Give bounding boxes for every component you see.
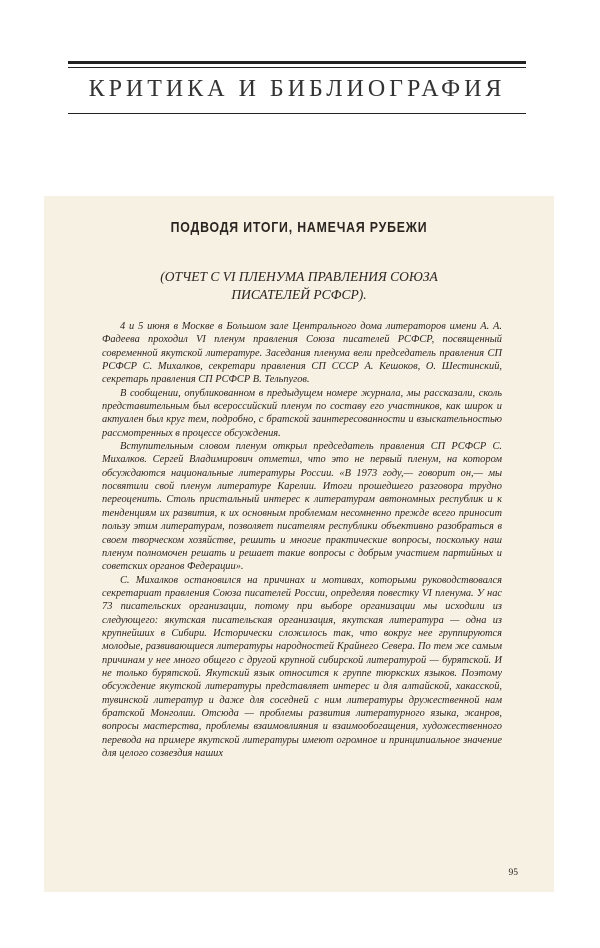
article-title: ПОДВОДЯ ИТОГИ, НАМЕЧАЯ РУБЕЖИ bbox=[170, 219, 428, 236]
header-rule-thin bbox=[68, 67, 526, 68]
article-subtitle: (ОТЧЕТ С VI ПЛЕНУМА ПРАВЛЕНИЯ СОЮЗА ПИСАТЕЛЕЙ РСФСР). bbox=[160, 269, 438, 302]
paragraph: 4 и 5 июня в Москве в Большом зале Центрального дома литераторов имени А. А. Фадеева проходил VI пленум правления Союза писателей РСФСР, посвященный современной якутской литературе. Заседания пленума вели председатель правления СП РСФСР С. Михалков, секретари правления СП СССР А. Кешоков, О. Шестинский, секретарь правления СП РСФСР В. Тельпугов. bbox=[102, 321, 502, 386]
page-number: 95 bbox=[508, 868, 518, 878]
header-rule-thick bbox=[68, 61, 526, 64]
paragraph: Вступительным словом пленум открыл председатель правления СП РСФСР С. Михалков. Сергей Владимирович отметил, что это не первый пленум, на котором обсуждаются национальные литературы России. «В 1973 году,— говорит он,— мы посвятили свой пленум литературе Карелии. Итоги прошедшего разговора трудно переоценить. Столь пристальный интерес к литературам автономных республик и к тенденциям их развития, к их основным проблемам несомненно прежде всего приносит пользу этим литературам, позволяет писателям республики объективно разобраться в своем творческом хозяйстве, решить и многие практические вопросы, поскольку наш пленум полномочен решать и решает такие вопросы с добрым участием партийных и советских органов Федерации». bbox=[102, 441, 502, 573]
section-title: КРИТИКА И БИБЛИОГРАФИЯ bbox=[88, 76, 506, 102]
article-body bbox=[102, 320, 502, 760]
article-panel bbox=[44, 196, 554, 892]
paragraph: С. Михалков остановился на причинах и мотивах, которыми руководствовался секретариат правления Союза писателей России, определяя повестку VI пленума. У нас 73 писательских организации, потому при выборе организации мы исходили из следующего: якутская писательская организация, якутская литература — одна из крупнейших в Сибири. Исторически сложилось так, что вокруг нее группируются молодые, развивающиеся литературы народностей Крайнего Севера. По тем же самым причинам у нее много общего с другой крупной сибирской литературой — бурятской. И не только бурятской. Якутский язык относится к группе тюркских языков. Поэтому обсуждение якутской литературы представляет интерес и для алтайской, хакасской, тувинской литератур и даже для соседней с ним литературы дружественной нам братской Монголии. Отсюда — проблемы развития литературного языка, жанров, вопросы мастерства, проблемы взаимовлияния и взаимообогащения, художественного перевода на примере якутской литературы имеют огромное и принципиальное значение для целого созвездия наших bbox=[102, 574, 502, 759]
paragraph: В сообщении, опубликованном в предыдущем номере журнала, мы рассказали, сколь представительным был всероссийский пленум по составу его участников, как широк и актуален был круг тем, подробно, с братской заинтересованности и взыскательностью рассмотренных в процессе обсуждения. bbox=[102, 387, 502, 439]
header-rule-bottom bbox=[68, 113, 526, 114]
